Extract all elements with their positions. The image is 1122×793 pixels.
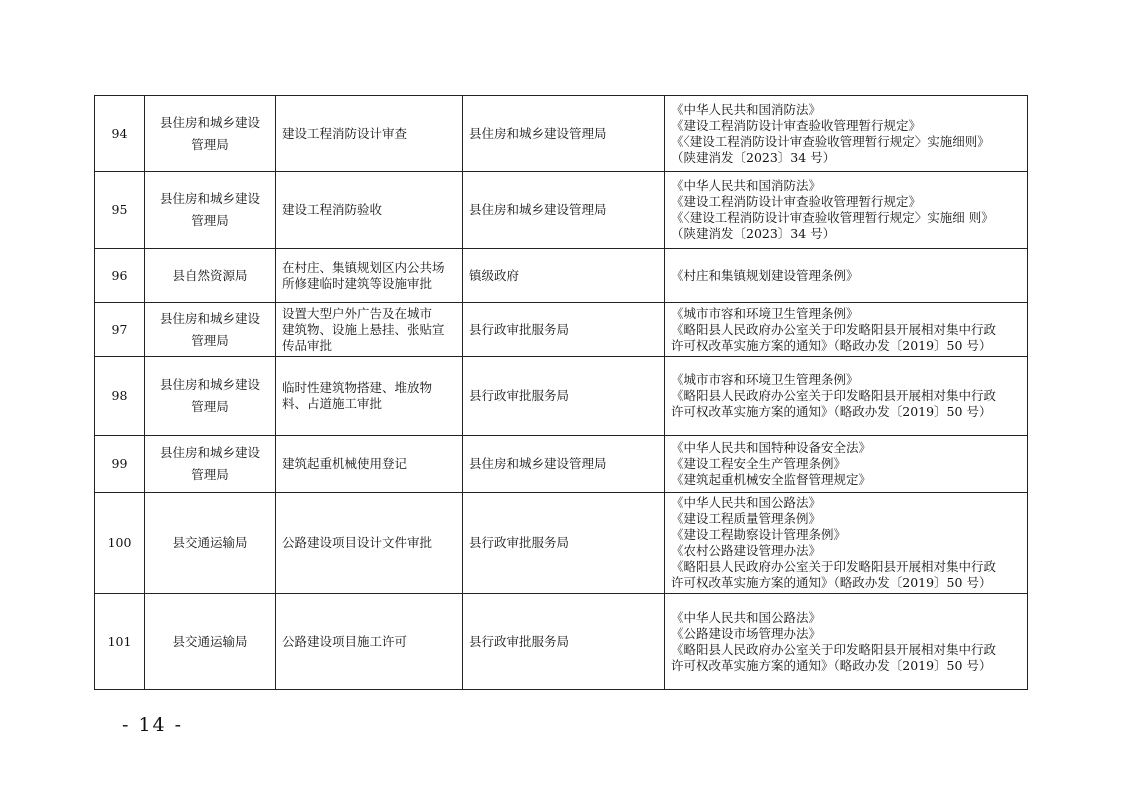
item-name-cell [276,172,463,249]
department-line: 县交通运输局 [172,535,248,550]
row-number: 100 [95,493,145,594]
approval-items-table [94,95,1028,690]
legal-basis-cell [665,594,1028,690]
legal-basis-line: 《城市市容和环境卫生管理条例》 [671,372,859,387]
department-line: 管理局 [191,136,229,152]
legal-basis-line: 《建设工程消防设计审查验收管理暂行规定》 [671,117,922,133]
legal-basis-cell [665,96,1028,172]
legal-basis-cell [665,493,1028,594]
item-name-line: 所修建临时建筑等设施审批 [282,275,433,291]
item-name-line: 建筑物、设施上悬挂、张贴宣 [282,321,445,337]
legal-basis-line: 许可权改革实施方案的通知》（略政办发〔2019〕50 号） [671,575,992,590]
legal-basis-line: 《中华人民共和国公路法》 [671,495,822,510]
row-number: 99 [95,436,145,493]
item-name-line: 料、占道施工审批 [282,396,383,411]
item-name-cell [276,436,463,493]
executing-body-cell: 镇级政府 [463,249,665,303]
department-cell [145,172,276,249]
row-number: 94 [95,96,145,172]
item-name-line: 公路建设项目设计文件审批 [282,535,433,550]
legal-basis-cell [665,303,1028,357]
legal-basis-line: 《中华人民共和国特种设备安全法》 [671,440,872,455]
table-row [95,493,1028,594]
legal-basis-line: 许可权改革实施方案的通知》（略政办发〔2019〕50 号） [671,337,992,353]
item-name-line: 建设工程消防设计审查 [282,125,408,141]
legal-basis-line: 《建设工程安全生产管理条例》 [671,456,847,471]
legal-basis-cell [665,357,1028,436]
table-body [95,96,1028,690]
item-name-line: 建设工程消防验收 [282,202,383,217]
table-row [95,249,1028,303]
item-name-cell [276,96,463,172]
table-row [95,172,1028,249]
row-number: 101 [95,594,145,690]
legal-basis-line: 《农村公路建设管理办法》 [671,543,822,558]
legal-basis-line: 《村庄和集镇规划建设管理条例》 [671,267,859,283]
department-cell [145,357,276,436]
item-name-line: 建筑起重机械使用登记 [282,456,408,471]
item-name-cell [276,594,463,690]
department-line: 县住房和城乡建设 [159,377,260,392]
legal-basis-line: 《略阳县人民政府办公室关于印发略阳县开展相对集中行政 [671,321,997,337]
department-line: 管理局 [191,399,229,414]
legal-basis-line: 《略阳县人民政府办公室关于印发略阳县开展相对集中行政 [671,559,997,574]
department-cell [145,493,276,594]
table-row [95,303,1028,357]
row-number: 95 [95,172,145,249]
executing-body-cell: 县行政审批服务局 [463,303,665,357]
item-name-line: 临时性建筑物搭建、堆放物 [282,380,433,395]
page-number: - 14 - [122,714,184,736]
legal-basis-line: 《〈建设工程消防设计审查验收管理暂行规定〉实施细则》 [671,133,990,149]
legal-basis-line: 《中华人民共和国消防法》 [671,178,822,193]
legal-basis-line: 《中华人民共和国消防法》 [671,101,822,117]
legal-basis-line: 《〈建设工程消防设计审查验收管理暂行规定〉实施细 则》 [671,210,994,225]
legal-basis-cell [665,172,1028,249]
legal-basis-line: 许可权改革实施方案的通知》（略政办发〔2019〕50 号） [671,404,992,419]
item-name-line: 设置大型户外广告及在城市 [282,305,433,321]
item-name-line: 公路建设项目施工许可 [282,633,408,649]
legal-basis-line: （陕建消发〔2023〕34 号） [671,149,836,165]
legal-basis-line: 《城市市容和环境卫生管理条例》 [671,305,859,321]
legal-basis-line: 《中华人民共和国公路法》 [671,609,822,625]
table-row [95,594,1028,690]
item-name-line: 传品审批 [282,337,333,353]
executing-body-cell: 县行政审批服务局 [463,594,665,690]
legal-basis-line: （陕建消发〔2023〕34 号） [671,226,836,241]
department-line: 县自然资源局 [172,267,248,283]
executing-body-cell: 县住房和城乡建设管理局 [463,96,665,172]
department-line: 县住房和城乡建设 [159,445,260,460]
department-line: 县住房和城乡建设 [159,191,260,206]
legal-basis-line: 《略阳县人民政府办公室关于印发略阳县开展相对集中行政 [671,641,997,657]
item-name-cell [276,493,463,594]
legal-basis-cell [665,249,1028,303]
executing-body-cell: 县住房和城乡建设管理局 [463,436,665,493]
department-line: 管理局 [191,332,229,348]
legal-basis-line: 《公路建设市场管理办法》 [671,625,822,641]
department-line: 县交通运输局 [172,633,248,649]
item-name-cell [276,357,463,436]
row-number: 97 [95,303,145,357]
executing-body-cell: 县行政审批服务局 [463,493,665,594]
row-number: 98 [95,357,145,436]
legal-basis-line: 《建筑起重机械安全监督管理规定》 [671,472,872,487]
department-line: 管理局 [191,213,229,228]
executing-body-cell: 县行政审批服务局 [463,357,665,436]
table-row [95,96,1028,172]
department-cell [145,96,276,172]
row-number: 96 [95,249,145,303]
item-name-line: 在村庄、集镇规划区内公共场 [282,259,445,275]
department-line: 县住房和城乡建设 [159,310,260,326]
department-cell [145,249,276,303]
department-line: 县住房和城乡建设 [159,114,260,130]
department-cell [145,436,276,493]
table-row [95,436,1028,493]
legal-basis-line: 《建设工程质量管理条例》 [671,511,822,526]
legal-basis-line: 《建设工程勘察设计管理条例》 [671,527,847,542]
legal-basis-cell [665,436,1028,493]
department-cell [145,303,276,357]
department-line: 管理局 [191,467,229,482]
executing-body-cell: 县住房和城乡建设管理局 [463,172,665,249]
item-name-cell [276,249,463,303]
legal-basis-line: 许可权改革实施方案的通知》（略政办发〔2019〕50 号） [671,657,992,673]
department-cell [145,594,276,690]
table-row [95,357,1028,436]
legal-basis-line: 《略阳县人民政府办公室关于印发略阳县开展相对集中行政 [671,388,997,403]
item-name-cell [276,303,463,357]
legal-basis-line: 《建设工程消防设计审查验收管理暂行规定》 [671,194,922,209]
